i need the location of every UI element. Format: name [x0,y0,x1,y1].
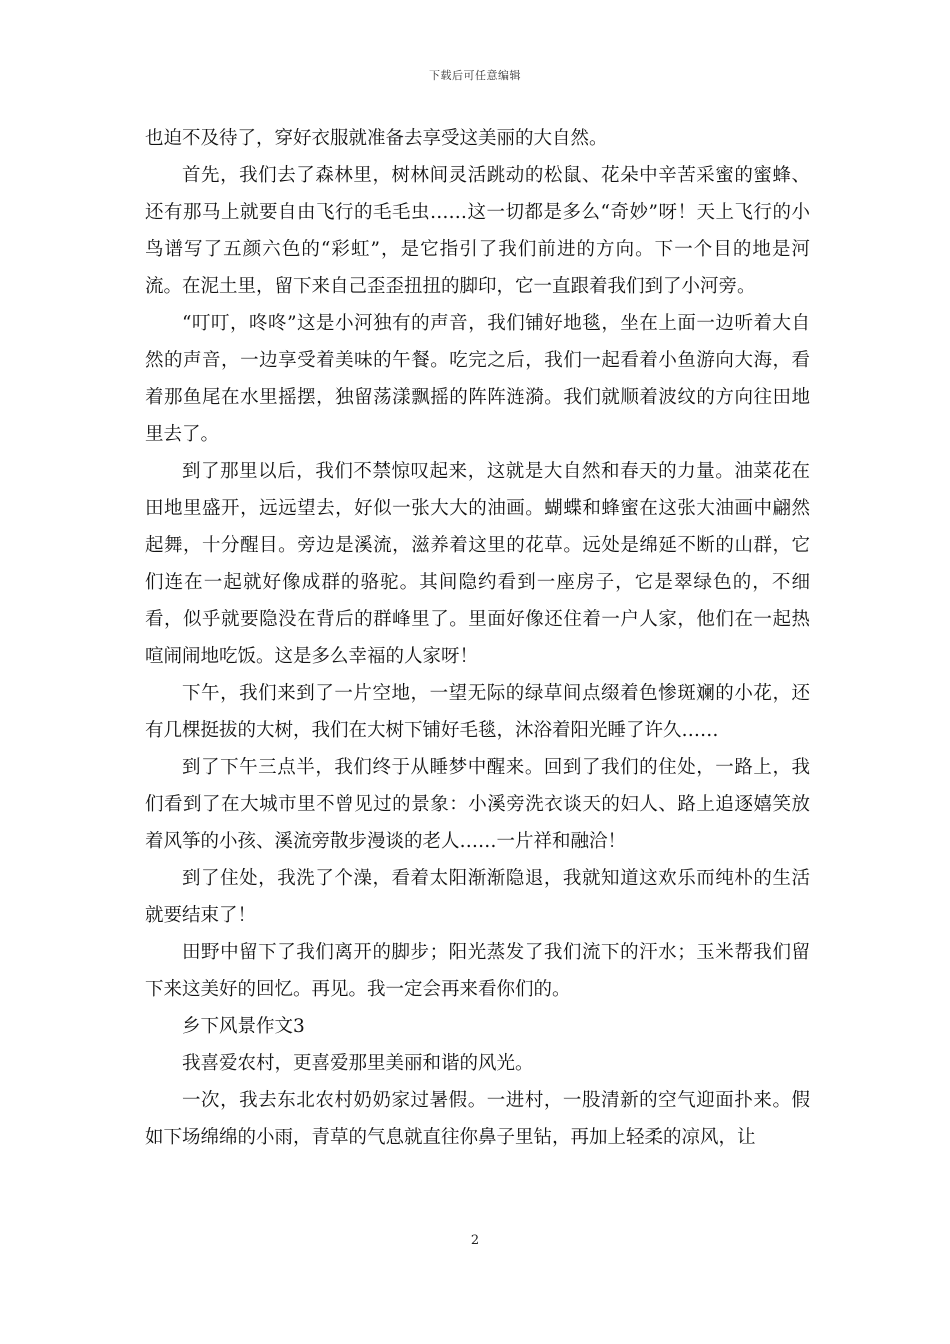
page-number: 2 [470,1233,480,1248]
page-header: 下载后可任意编辑 [429,69,521,82]
paragraph-3: “叮叮，咚咚”这是小河独有的声音，我们铺好地毯，坐在上面一边听着大自然的声音，一边享受着美味的午餐。吃完之后，我们一起看着小鱼游向大海，看着那鱼尾在水里摇摆，独留荡漾飘摇的阵阵涟漪。我们就顺着波纹的方向往田地里去了。 [145,313,810,445]
paragraph-8: 田野中留下了我们离开的脚步；阳光蒸发了我们流下的汗水；玉米帮我们留下来这美好的回忆。再见。我一定会再来看你们的。 [145,942,810,1000]
section-title: 乡下风景作文3 [182,1016,305,1037]
document-body [145,120,810,1156]
paragraph-7: 到了住处，我洗了个澡，看着太阳渐渐隐退，我就知道这欢乐而纯朴的生活就要结束了！ [145,868,810,926]
paragraph-2: 首先，我们去了森林里，树林间灵活跳动的松鼠、花朵中辛苦采蜜的蜜蜂、还有那马上就要自由飞行的毛毛虫……这一切都是多么“奇妙”呀！天上飞行的小鸟谱写了五颜六色的“彩虹”，是它指引了我们前进的方向。下一个目的地是河流。在泥土里，留下来自己歪歪扭扭的脚印，它一直跟着我们到了小河旁。 [145,165,810,297]
paragraph-6: 到了下午三点半，我们终于从睡梦中醒来。回到了我们的住处，一路上，我们看到了在大城市里不曾见过的景象：小溪旁洗衣谈天的妇人、路上追逐嬉笑放着风筝的小孩、溪流旁散步漫谈的老人……一片祥和融洽！ [145,757,810,852]
paragraph-9: 我喜爱农村，更喜爱那里美丽和谐的风光。 [182,1053,534,1074]
paragraph-1: 也迫不及待了，穿好衣服就准备去享受这美丽的大自然。 [145,128,608,149]
paragraph-10: 一次，我去东北农村奶奶家过暑假。一进村，一股清新的空气迎面扑来。假如下场绵绵的小雨，青草的气息就直往你鼻子里钻，再加上轻柔的凉风，让 [145,1090,810,1148]
paragraph-4: 到了那里以后，我们不禁惊叹起来，这就是大自然和春天的力量。油菜花在田地里盛开，远远望去，好似一张大大的油画。蝴蝶和蜂蜜在这张大油画中翩然起舞，十分醒目。旁边是溪流，滋养着这里的花草。远处是绵延不断的山群，它们连在一起就好像成群的骆驼。其间隐约看到一座房子，它是翠绿色的，不细看，似乎就要隐没在背后的群峰里了。里面好像还住着一户人家，他们在一起热喧闹闹地吃饭。这是多么幸福的人家呀！ [145,461,810,667]
paragraph-5: 下午，我们来到了一片空地，一望无际的绿草间点缀着色惨斑斓的小花，还有几棵挺拔的大树，我们在大树下铺好毛毯，沐浴着阳光睡了许久…… [145,683,810,741]
